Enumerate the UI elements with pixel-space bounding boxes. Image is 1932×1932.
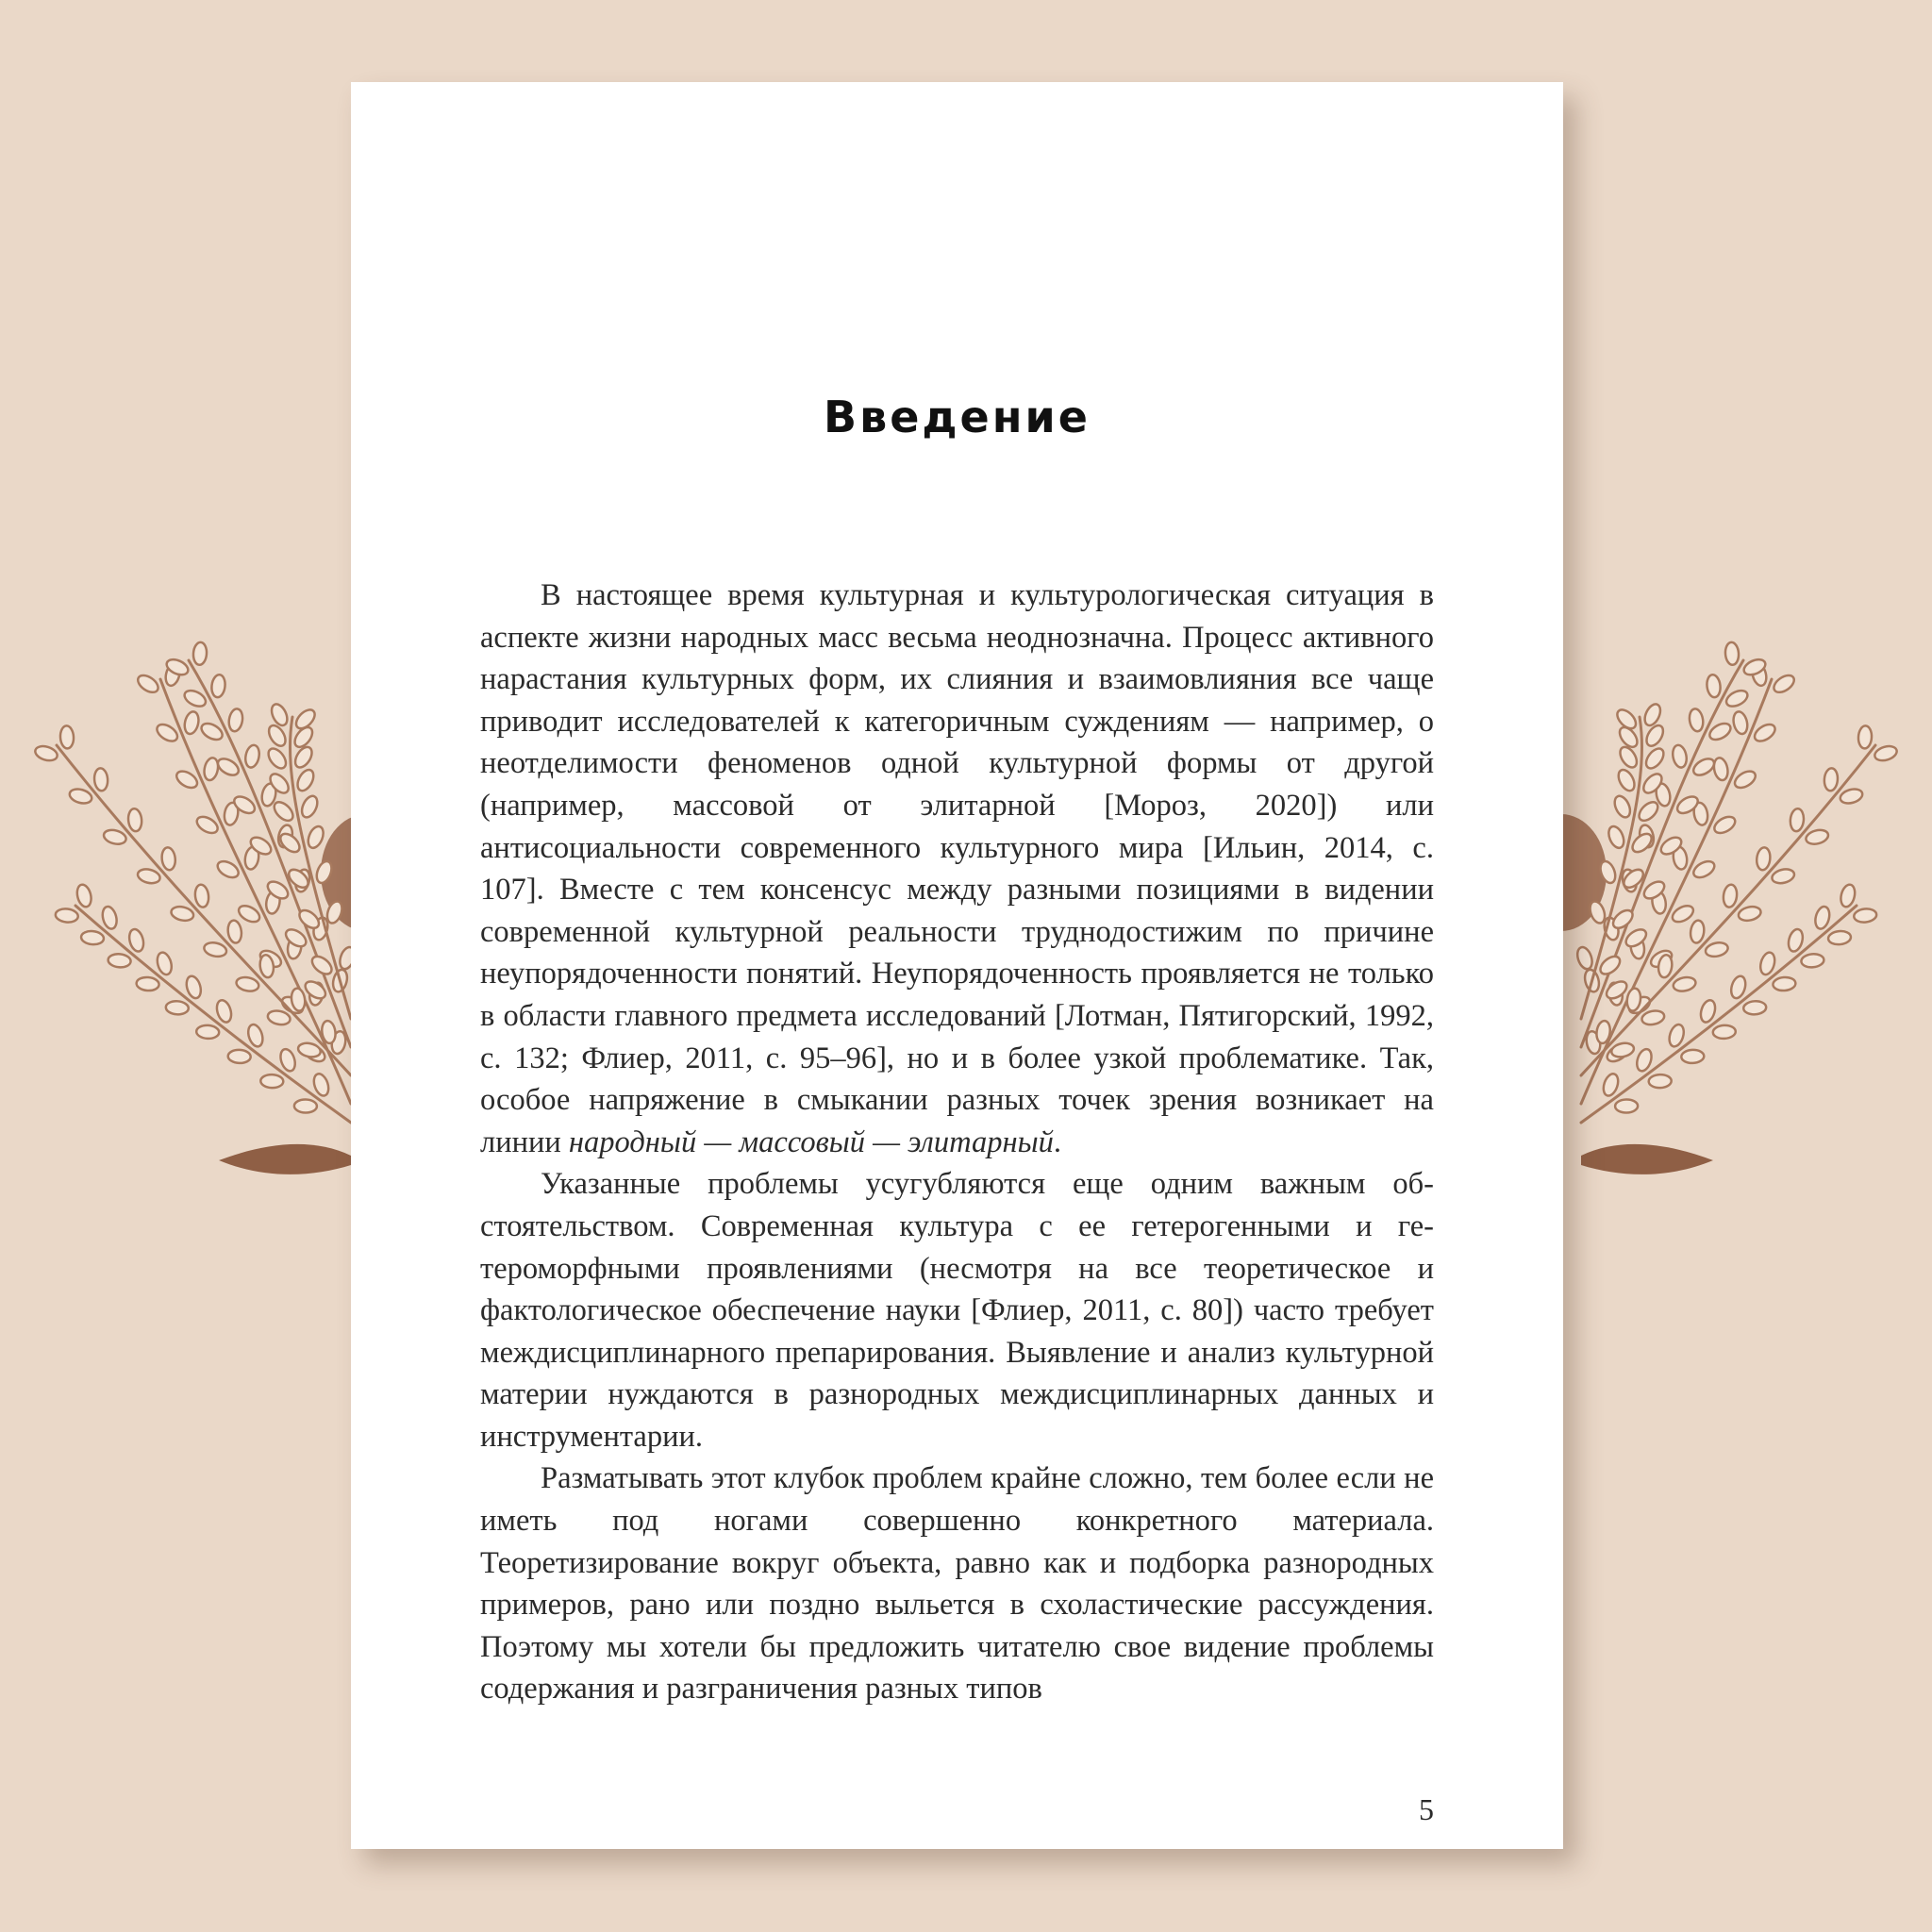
willow-bud: [1787, 927, 1806, 953]
left-willow-branch: [33, 641, 357, 1174]
willow-bud: [1729, 974, 1748, 1000]
willow-bud: [33, 743, 58, 762]
willow-bud: [1824, 768, 1839, 791]
willow-bud: [1615, 1099, 1638, 1112]
page-title: Введение: [824, 391, 1091, 442]
willow-bud: [1827, 930, 1851, 945]
willow-bud: [1857, 725, 1872, 749]
willow-bud: [1752, 721, 1778, 744]
willow-bud: [1773, 976, 1796, 991]
willow-bud: [1771, 672, 1797, 695]
willow-bud: [135, 672, 161, 695]
willow-bud: [184, 974, 203, 1000]
willow-bud: [203, 757, 220, 781]
willow-bud: [102, 828, 127, 847]
willow-bud: [1756, 847, 1772, 871]
willow-bud: [1648, 1074, 1671, 1089]
willow-bud: [1724, 641, 1740, 665]
willow-bud: [136, 976, 159, 991]
willow-bud: [1641, 1008, 1665, 1026]
willow-bud: [127, 808, 142, 832]
willow-bud: [1671, 744, 1688, 769]
willow-bud: [297, 1041, 322, 1059]
willow-bud: [174, 768, 200, 791]
willow-bud: [269, 702, 291, 728]
willow-bud: [1737, 905, 1762, 923]
willow-bud: [1839, 787, 1864, 806]
willow-bud: [214, 998, 233, 1024]
willow-bud: [192, 641, 208, 665]
willow-bud: [1813, 905, 1832, 930]
willow-bud: [1643, 723, 1667, 749]
willow-bud: [1615, 767, 1638, 793]
bottom-leaf: [1581, 1144, 1713, 1174]
willow-bud: [80, 930, 104, 945]
willow-bud: [194, 813, 221, 836]
willow-bud: [1711, 813, 1738, 836]
willow-bud: [59, 725, 74, 749]
willow-bud: [1705, 941, 1729, 958]
willow-bud: [75, 883, 93, 908]
willow-bud: [196, 1024, 220, 1039]
willow-bud: [1707, 721, 1734, 743]
willow-bud: [243, 744, 260, 769]
willow-bud: [1690, 858, 1717, 881]
text-run: Разматывать этот клубок проблем крайне сложно, тем более если не иметь под ногами совершенно конкретного материала. Теоретизирование вокруг объекта, равно как и подборка разнородных примеров, рано или поздно выльется в схоластические рассуждения. Поэтому мы хотели бы предложить читателю свое видение проблемы содержания и разграничения разных типов: [480, 1461, 1434, 1707]
right-willow-branch: [1574, 641, 1898, 1174]
willow-bud: [1610, 1041, 1635, 1059]
willow-bud: [1670, 903, 1696, 925]
willow-bud: [283, 926, 309, 950]
willow-bud: [165, 1001, 189, 1016]
willow-bud: [1636, 799, 1661, 824]
willow-bud: [215, 858, 242, 881]
willow-bud: [203, 941, 227, 958]
willow-bud: [182, 688, 208, 709]
willow-bud: [291, 744, 315, 771]
willow-bud: [1681, 1049, 1705, 1063]
willow-bud: [1790, 808, 1805, 832]
willow-bud: [93, 768, 108, 791]
willow-bud: [236, 903, 262, 925]
willow-bud: [1698, 998, 1717, 1024]
willow-bud: [183, 710, 201, 736]
willow-bud: [1723, 884, 1739, 908]
willow-bud: [1690, 756, 1717, 778]
willow-bud: [1614, 707, 1640, 732]
willow-bud: [227, 1049, 251, 1063]
willow-bud: [170, 905, 195, 923]
willow-bud: [294, 767, 317, 793]
willow-bud: [1712, 757, 1729, 781]
willow-bud: [1641, 702, 1663, 728]
text-run: Указанные проблемы усугубляются еще одним важным обстоятельством. Современная культура с ее гетерогенными и гетероморфными проявлениями (несмотря на все теоретическое и фактологическое обеспечение науки [Флиер, 2011, с. 80]) часто требует междисциплинарного препарирования. Выявление и анализ культурной материи нуждаются в разнородных междисциплинарных данных и инструментарии.: [480, 1167, 1434, 1454]
willow-bud: [235, 975, 259, 993]
willow-bud: [1642, 745, 1667, 772]
willow-bud: [1758, 951, 1777, 976]
page-number: 5: [1419, 1792, 1434, 1826]
willow-bud: [311, 1072, 331, 1097]
willow-bud: [100, 905, 119, 930]
willow-bud: [1839, 883, 1857, 908]
willow-bud: [1617, 744, 1641, 771]
willow-bud: [199, 721, 225, 743]
willow-bud: [215, 756, 242, 778]
willow-bud: [1805, 828, 1830, 847]
text-run: .: [1053, 1124, 1061, 1159]
willow-bud: [271, 799, 296, 824]
willow-bud: [1801, 953, 1824, 968]
willow-bud: [1574, 945, 1594, 971]
willow-bud: [266, 723, 290, 749]
willow-bud: [127, 927, 146, 953]
willow-bud: [108, 953, 131, 968]
italic-phrase: народный — массовый — элитарный: [568, 1124, 1054, 1159]
willow-bud: [1601, 1072, 1621, 1097]
willow-bud: [306, 824, 326, 851]
body-text: [480, 575, 1434, 1710]
willow-bud: [1743, 1001, 1767, 1016]
willow-bud: [292, 707, 318, 732]
text-run: В настоящее время культурная и культурологическая ситуация в аспекте жизни народных масс весьма неоднозначна. Процесс активного нарастания культурных форм, их слияния и взаимовлияния все чаще приводит исследователей к категоричным суждениям — например, о неотделимости феноменов одной культурной формы от другой (например, массовой от элитарной [Мороз, 2020]) или антисоциальности современного культурного мира [Ильин, 2014, с. 107]. Вместе с тем консенсус между разными позициями в видении современной культурной реальности труднодостижим по причине неупорядоченности понятий. Неупорядоченность проявляется не только в области главного предмета исследований [Лотман, Пятигорский, 1992, с. 132; Флиер, 2011, с. 95–96], но и в более узкой проблематике. Так, особое напряжение в смыкании разных точек зрения возникает на линии: [480, 578, 1434, 1159]
willow-bud: [68, 787, 93, 806]
willow-bud: [1873, 743, 1898, 762]
willow-bud: [1672, 975, 1696, 993]
willow-bud: [1771, 867, 1796, 885]
willow-bud: [1606, 824, 1626, 851]
willow-bud: [1706, 674, 1722, 697]
willow-bud: [1623, 926, 1649, 950]
willow-bud: [294, 1099, 317, 1112]
willow-bud: [226, 920, 242, 944]
willow-bud: [267, 1008, 291, 1026]
willow-bud: [299, 793, 321, 820]
willow-bud: [1667, 1023, 1687, 1048]
willow-bud: [1724, 688, 1750, 709]
willow-bud: [302, 978, 328, 1002]
paragraph: [480, 575, 1434, 1163]
willow-bud: [265, 745, 290, 772]
willow-bud: [55, 908, 78, 924]
willow-bud: [1854, 908, 1877, 924]
willow-bud: [1611, 793, 1633, 820]
bottom-leaf: [219, 1144, 351, 1174]
willow-bud: [1604, 978, 1630, 1002]
willow-bud: [210, 674, 226, 697]
willow-bud: [136, 867, 161, 885]
paragraph: [480, 1163, 1434, 1457]
willow-bud: [154, 721, 180, 744]
willow-bud: [260, 1074, 283, 1089]
book-page: [351, 82, 1563, 1849]
willow-bud: [160, 847, 176, 871]
willow-bud: [155, 951, 174, 976]
willow-bud: [1732, 768, 1758, 791]
willow-bud: [194, 884, 210, 908]
willow-bud: [1588, 899, 1607, 924]
willow-bud: [227, 708, 244, 732]
willow-bud: [278, 1047, 298, 1073]
willow-bud: [246, 1023, 266, 1048]
willow-bud: [308, 953, 334, 977]
willow-bud: [1690, 920, 1706, 944]
willow-bud: [1688, 708, 1705, 732]
willow-bud: [1731, 710, 1749, 736]
willow-bud: [1597, 953, 1623, 977]
willow-bud: [1712, 1024, 1736, 1039]
willow-bud: [1635, 1047, 1655, 1073]
paragraph: [480, 1457, 1434, 1710]
